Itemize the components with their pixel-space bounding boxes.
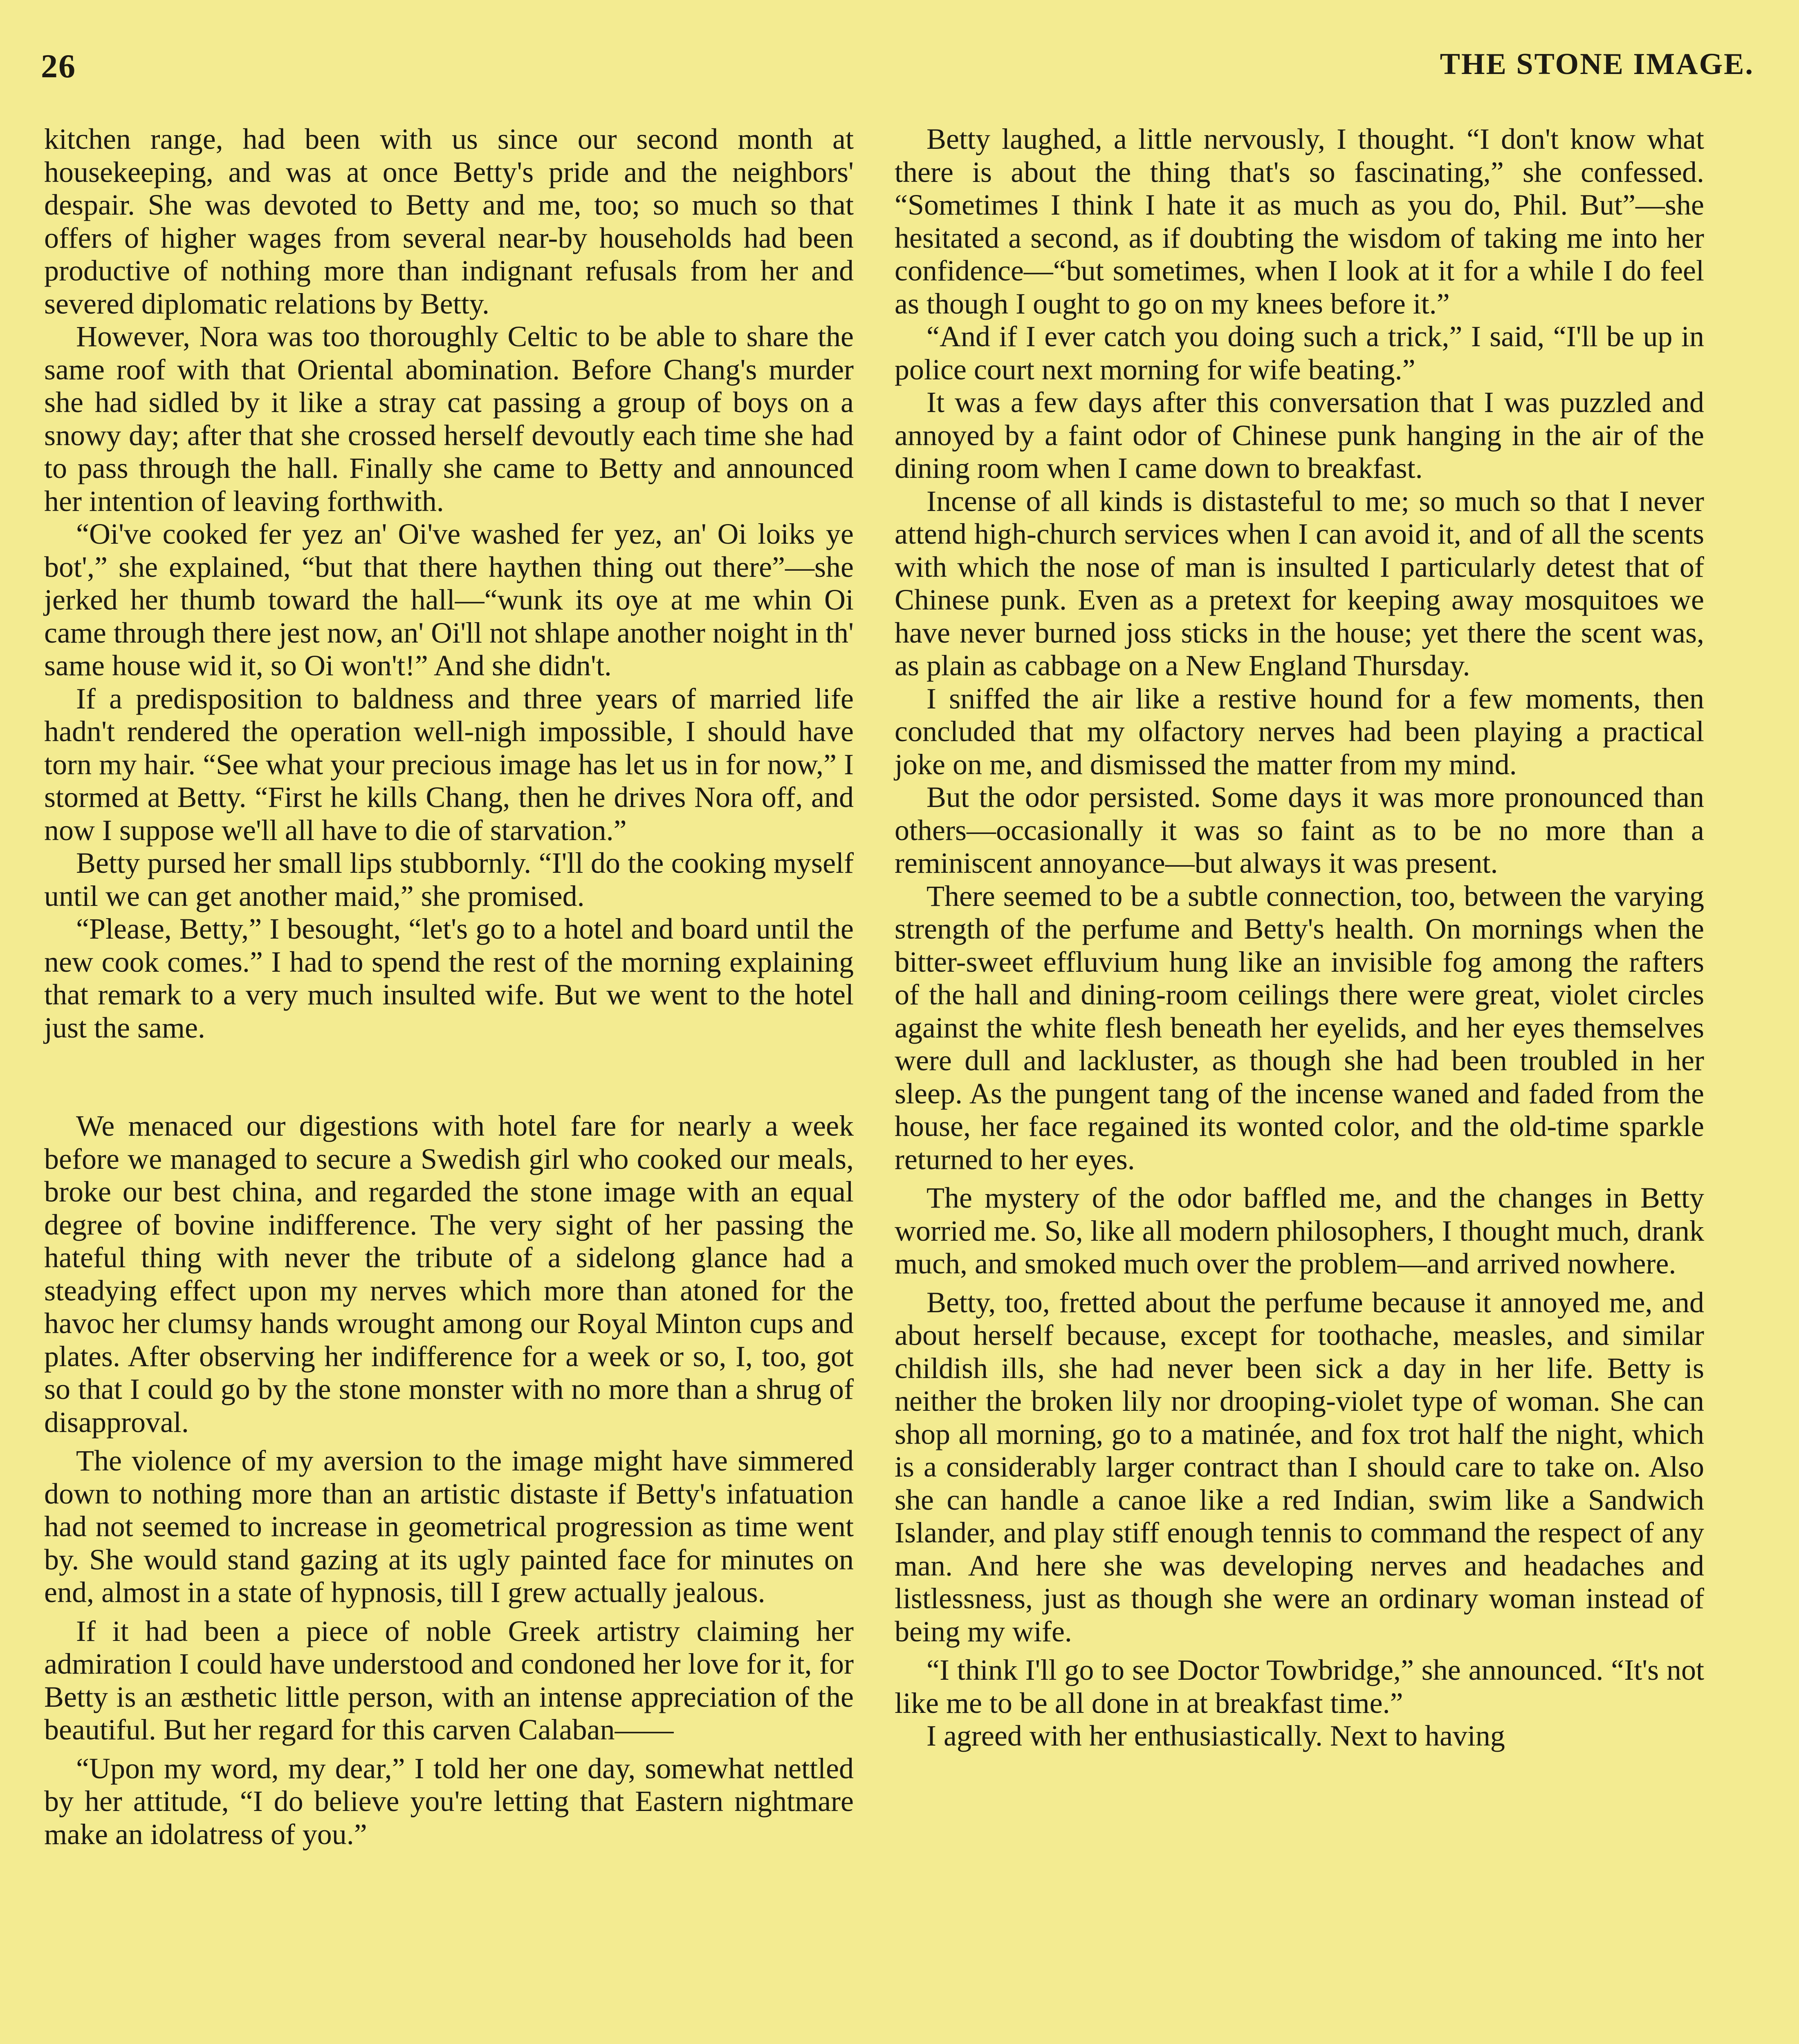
- paragraph: Betty laughed, a little nervously, I thought. “I don't know what there is about the thing that's so fascinating,” she confessed. “Sometimes I think I hate it as much as you do, Phil. But”—she hesitated a second, as if doubting the wisdom of taking me into her confidence—“but sometimes, when I look at it for a while I do feel as though I ought to go on my knees before it.”: [895, 123, 1704, 320]
- paragraph: “Please, Betty,” I besought, “let's go to a hotel and board until the new cook comes.” I had to spend the rest of the morning explaining that remark to a very much insulted wife. But we went to the hotel just the same.: [44, 912, 854, 1044]
- paragraph: The mystery of the odor baffled me, and the changes in Betty worried me. So, like all modern philosophers, I thought much, drank much, and smoked much over the problem—and arrived nowhere.: [895, 1181, 1704, 1280]
- left-column: [44, 123, 854, 1851]
- paragraph: There seemed to be a subtle connection, too, between the varying strength of the perfume and Betty's health. On mornings when the bitter-sweet effluvium hung like an invisible fog among the rafters of the hall and dining-room ceilings there were great, violet circles against the white flesh beneath her eyelids, and her eyes themselves were dull and lackluster, as though she had been troubled in her sleep. As the pungent tang of the incense waned and faded from the house, her face regained its wonted color, and the old-time sparkle returned to her eyes.: [895, 879, 1704, 1176]
- paragraph: I agreed with her enthusiastically. Next to having: [926, 1719, 1505, 1752]
- paragraph: Betty pursed her small lips stubbornly. “I'll do the cooking myself until we can get another maid,” she promised.: [44, 847, 854, 912]
- paragraph: Incense of all kinds is distasteful to me; so much so that I never attend high-church services when I can avoid it, and of all the scents with which the nose of man is insulted I particularly detest that of Chinese punk. Even as a pretext for keeping away mosquitoes we have never burned joss sticks in the house; yet there the scent was, as plain as cabbage on a New England Thursday.: [895, 484, 1704, 682]
- paragraph: “Oi've cooked fer yez an' Oi've washed fer yez, an' Oi loiks ye bot',” she explained, “but that there haythen thing out there”—she jerked her thumb toward the hall—“wunk its oye at me whin Oi came through there jest now, an' Oi'll not shlape another noight in th' same house wid it, so Oi won't!” And she didn't.: [44, 518, 854, 682]
- paragraph: But the odor persisted. Some days it was more pronounced than others—occasionally it was so faint as to be no more than a reminiscent annoyance—but always it was present.: [895, 781, 1704, 879]
- paragraph: Betty, too, fretted about the perfume because it annoyed me, and about herself because, except for toothache, measles, and similar childish ills, she had never been sick a day in her life. Betty is neither the broken lily nor drooping-violet type of woman. She can shop all morning, go to a matinée, and fox trot half the night, which is a considerably larger contract than I should care to take on. Also she can handle a canoe like a red Indian, swim like a Sandwich Islander, and play stiff enough tennis to command the respect of any man. And here she was developing nerves and headaches and listlessness, just as though she were an ordinary woman instead of being my wife.: [895, 1286, 1704, 1648]
- right-column: [895, 123, 1704, 1753]
- paragraph: If it had been a piece of noble Greek artistry claiming her admiration I could have understood and condoned her love for it, for Betty is an æsthetic little person, with an intense appreciation of the beautiful. But her regard for this carven Calaban——: [44, 1614, 854, 1746]
- paragraph: kitchen range, had been with us since our second month at housekeeping, and was at once Betty's pride and the neighbors' despair. She was devoted to Betty and me, too; so much so that offers of higher wages from several near-by households had been productive of nothing more than indignant refusals from her and severed diplomatic relations by Betty.: [44, 123, 854, 320]
- paragraph: We menaced our digestions with hotel fare for nearly a week before we managed to secure a Swedish girl who cooked our meals, broke our best china, and regarded the stone image with an equal degree of bovine indifference. The very sight of her passing the hateful thing with never the tribute of a sidelong glance had a steadying effect upon my nerves which more than atoned for the havoc her clumsy hands wrought among our Royal Minton cups and plates. After observing her indifference for a week or so, I, too, got so that I could go by the stone monster with no more than a shrug of disapproval.: [44, 1109, 854, 1439]
- running-head: THE STONE IMAGE.: [1440, 47, 1754, 81]
- page-header: [41, 47, 1754, 92]
- paragraph: I sniffed the air like a restive hound for a few moments, then concluded that my olfactory nerves had been playing a practical joke on me, and dismissed the matter from my mind.: [895, 682, 1704, 781]
- paragraph: The violence of my aversion to the image might have simmered down to nothing more than an artistic distaste if Betty's infatuation had not seemed to increase in geometrical progression as time went by. She would stand gazing at its ugly painted face for minutes on end, almost in a state of hypnosis, till I grew actually jealous.: [44, 1444, 854, 1609]
- paragraph: “Upon my word, my dear,” I told her one day, somewhat nettled by her attitude, “I do believe you're letting that Eastern nightmare make an idolatress of you.”: [44, 1752, 854, 1851]
- paragraph: It was a few days after this conversation that I was puzzled and annoyed by a faint odor of Chinese punk hanging in the air of the dining room when I came down to breakfast.: [895, 386, 1704, 484]
- section-break: [44, 1044, 854, 1109]
- page-number: 26: [41, 47, 76, 85]
- paragraph: However, Nora was too thoroughly Celtic to be able to share the same roof with that Oriental abomination. Before Chang's murder she had sidled by it like a stray cat passing a group of boys on a snowy day; after that she crossed herself devoutly each time she had to pass through the hall. Finally she came to Betty and announced her intention of leaving forthwith.: [44, 320, 854, 518]
- paragraph: If a predisposition to baldness and three years of married life hadn't rendered the operation well-nigh impossible, I should have torn my hair. “See what your precious image has let us in for now,” I stormed at Betty. “First he kills Chang, then he drives Nora off, and now I suppose we'll all have to die of starvation.”: [44, 682, 854, 847]
- paragraph: “And if I ever catch you doing such a trick,” I said, “I'll be up in police court next morning for wife beating.”: [895, 320, 1704, 386]
- paragraph: “I think I'll go to see Doctor Towbridge,” she announced. “It's not like me to be all done in at breakfast time.”: [895, 1654, 1704, 1719]
